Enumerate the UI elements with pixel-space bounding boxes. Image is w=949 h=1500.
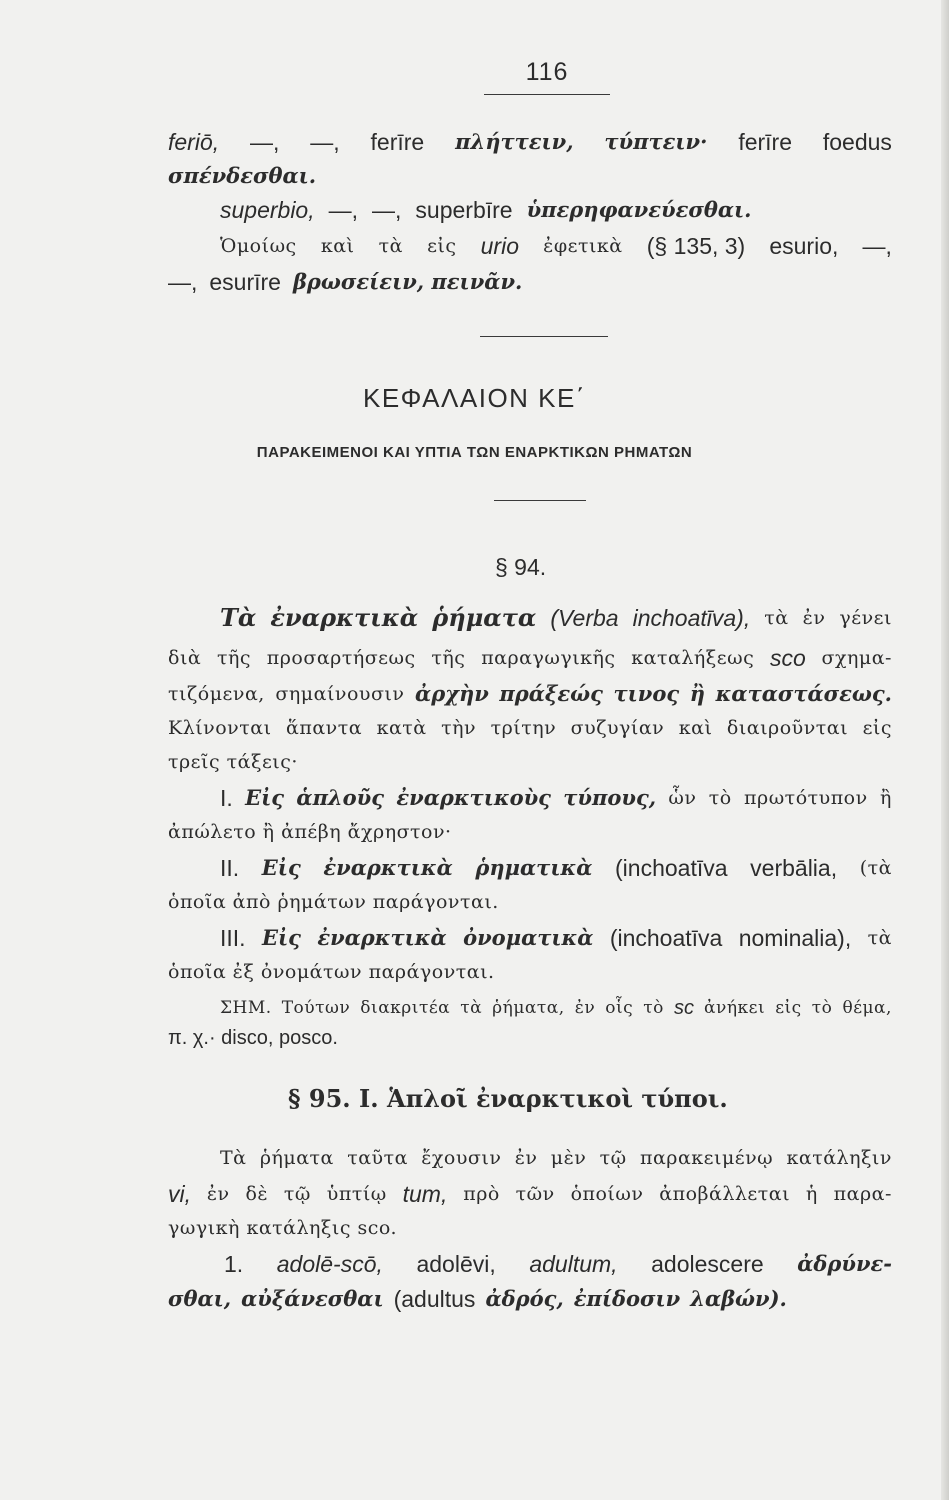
p94-note-line-2: π. χ.· disco, posco.: [168, 1027, 338, 1049]
section-94-heading: § 94.: [495, 554, 547, 580]
p95-line-1: Τὰ ῥήματα ταῦτα ἔχουσιν ἐν μὲν τῷ παρακειμένῳ κατάληξιν: [220, 1147, 892, 1169]
p95-line-3: γωγικὴ κατάληξις sco.: [168, 1217, 398, 1239]
section-divider-1: [480, 336, 608, 337]
p95-line-2: vi, ἐν δὲ τῷ ὑπτίῳ tum, πρὸ τῶν ὁποίων ἀποβάλλεται ἡ παρα-: [168, 1181, 892, 1207]
p95-example-1-cont: σθαι, αὐξάνεσθαι (adultus ἀδρός, ἐπίδοσιν λαβών).: [168, 1286, 787, 1312]
chapter-subtitle: ΠΑΡΑΚΕΙΜΕΝΟΙ ΚΑΙ ΥΠΤΙΑ ΤΩΝ ΕΝΑΡΚΤΙΚΩΝ ΡΗΜΑΤΩΝ: [256, 444, 693, 461]
page-number: 116: [525, 58, 569, 86]
section-divider-2: [494, 500, 586, 501]
p94-line-2: διὰ τῆς προσαρτήσεως τῆς παραγωγικῆς καταλήξεως sco σχημα-: [168, 645, 892, 671]
text-line-5: —, esurīre βρωσείειν, πεινᾶν.: [168, 269, 523, 295]
chapter-title: ΚΕΦΑΛΑΙΟΝ ΚΕ΄: [362, 383, 587, 413]
p94-line-3: τιζόμενα, σημαίνουσιν ἀρχὴν πράξεώς τινος ἢ καταστάσεως.: [168, 681, 892, 706]
page-number-rule: [484, 94, 610, 95]
p94-item-2-cont: ὁποῖα ἀπὸ ῥημάτων παράγονται.: [168, 891, 499, 913]
text-line-2: σπένδεσθαι.: [168, 163, 317, 188]
p95-example-1: 1. adolē-scō, adolēvi, adultum, adolescere ἀδρύνε-: [224, 1251, 892, 1277]
section-95-heading: § 95. I. Ἁπλοῖ ἐναρκτικοὶ τύποι.: [288, 1084, 728, 1113]
p94-line-1: Τὰ ἐναρκτικὰ ῥήματα (Verba inchoatīva), τὰ ἐν γένει: [220, 603, 892, 632]
text-line-1: feriō, —, —, ferīre πλήττειν, τύπτειν· ferīre foedus: [168, 129, 892, 155]
p94-item-1: I. Εἰς ἁπλοῦς ἐναρκτικοὺς τύπους, ὧν τὸ πρωτότυπον ἢ: [220, 785, 892, 811]
p94-item-3: III. Εἰς ἐναρκτικὰ ὀνοματικὰ (inchoatīva nominalia), τὰ: [220, 925, 892, 951]
p94-note-line-1: ΣΗΜ. Τούτων διακριτέα τὰ ῥήματα, ἐν οἷς τὸ sc ἀνήκει εἰς τὸ θέμα,: [220, 997, 892, 1019]
text-line-4: Ὁμοίως καὶ τὰ εἰς urio ἐφετικὰ (§ 135, 3) esurio, —,: [220, 233, 892, 259]
page-edge-shadow: [941, 0, 949, 1500]
p94-line-4: Κλίνονται ἅπαντα κατὰ τὴν τρίτην συζυγίαν καὶ διαιροῦνται εἰς: [168, 717, 892, 739]
text-line-3: superbio, —, —, superbīre ὑπερηφανεύεσθαι.: [220, 197, 752, 223]
p94-item-1-cont: ἀπώλετο ἢ ἀπέβη ἄχρηστον·: [168, 821, 452, 843]
p94-item-3-cont: ὁποῖα ἐξ ὀνομάτων παράγονται.: [168, 961, 495, 983]
p94-item-2: II. Εἰς ἐναρκτικὰ ῥηματικὰ (inchoatīva verbālia, (τὰ: [220, 855, 892, 881]
p94-line-5: τρεῖς τάξεις·: [168, 751, 298, 773]
